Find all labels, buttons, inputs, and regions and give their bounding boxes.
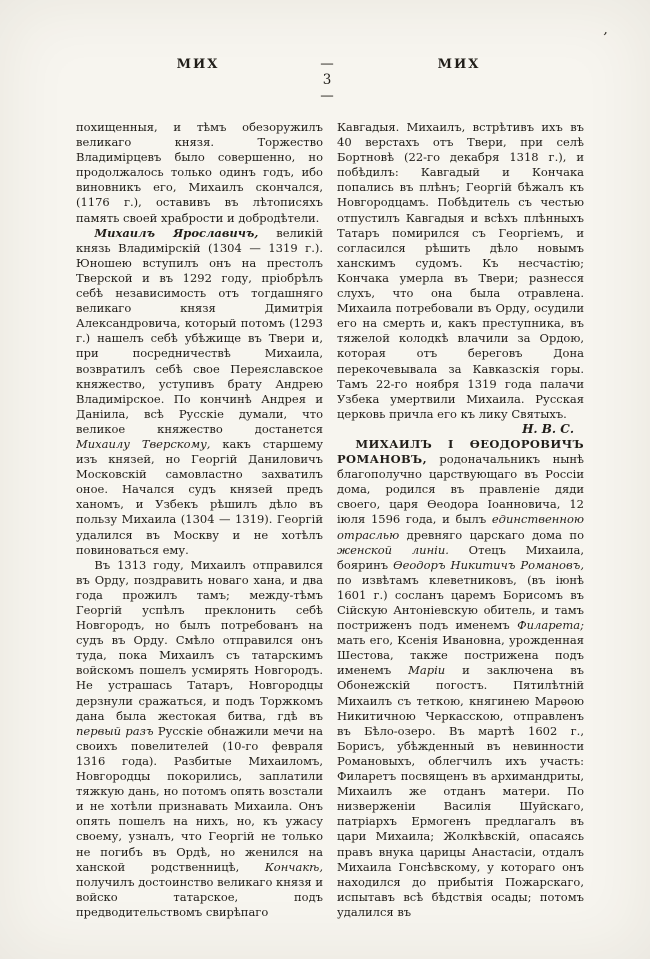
- author-signature: [337, 422, 584, 437]
- text-segment: Русскіе обнажили мечи на своихъ повелителей (10-го февраля 1316 года). Разбитые Михаиломъ, Новгородцы покорились, заплатили тяжкую дань, но потомъ опять возстали и не хотѣли признавать Михаила. Онъ опять пошелъ на нихъ, но, къ ужасу своему, узналъ, что Георгій не только не погибъ въ Ордѣ, но женился на ханской родственницѣ,: [76, 723, 323, 874]
- article-mikhail-yaroslavich: [76, 226, 323, 558]
- text-segment: Михаилъ Ярославичъ,: [94, 225, 259, 240]
- running-head-left: МИХ: [176, 57, 220, 72]
- text-segment: единственною отраслью: [337, 512, 584, 542]
- text-segment: Кончакѣ,: [264, 859, 323, 874]
- text-segment: Ѳеодоръ Никитичъ Романовъ,: [393, 557, 584, 572]
- running-head-right: МИХ: [437, 57, 481, 72]
- scan-artifact-mark: ’: [599, 29, 608, 47]
- text-segment: Михаилу Тверскому,: [76, 436, 211, 451]
- text-segment: МИХАИЛЪ I ѲЕОДОРОВИЧЪ РОМАНОВЪ,: [337, 436, 584, 467]
- text-segment: и заключена въ Обонежскій погостъ. Пятилѣтній Михаилъ съ теткою, княгинею Марѳою Никитичною Черкасскою, отправленъ въ Бѣло-озеро. Въ мартѣ 1602 г., Борисъ, убѣжденный въ невинности Романовыхъ, облегчилъ ихъ участь: Филаретъ посвященъ въ архимандриты, Михаилъ же отданъ матери. По низверженіи Василія Шуйскаго, патріархъ Ермогенъ предлагалъ въ цари Михаила; Жолкѣвскій, опасаясь правъ внука царицы Анастасіи, отдалъ Михаила Гонсѣвскому, у котораго онъ находился до прибытія Пожарскаго, испытавъ всѣ бѣдствія осады; потомъ удалился въ: [337, 663, 584, 919]
- text-segment: родоначальникъ нынѣ благополучно царствующаго въ Россіи дома, родился въ правленіе дяди своего, царя Ѳеодора Іоанновича, 12 іюля 1596 года, и былъ: [337, 452, 584, 527]
- left-column: [76, 120, 323, 959]
- text-segment: женской линіи.: [337, 542, 449, 557]
- right-column: [337, 120, 584, 959]
- text-segment: какъ старшему изъ князей, но Георгій Даниловичъ Московскій самовластно захватилъ оное. Начался судъ князей предъ ханомъ, и Узбекъ рѣшилъ дѣло въ пользу Михаила (1304 — 1319). Георгій удалился въ Москву и не хотѣлъ повиноваться ему.: [76, 436, 323, 557]
- text-segment: Маріи: [408, 663, 446, 678]
- running-header: [76, 56, 584, 104]
- text-segment: Филарета;: [517, 618, 584, 633]
- text-segment: великій князь Владимірскій (1304 — 1319 г.). Юношею вступилъ онъ на престолъ Тверской и въ 1292 году, пріобрѣлъ себѣ независимость отъ тогдашняго великаго князя Димитрія Александровича, который потомъ (1293 г.) нашелъ себѣ убѣжище въ Твери и, при посредничествѣ Михаила, возвратилъ себѣ свое Переяславское княжество, уступивъ брату Андрею Владимірское. По кончинѣ Андрея и Даніила, всѣ Русскіе думали, что великое княжество достанется: [76, 225, 323, 436]
- continuation-paragraph: [76, 120, 323, 226]
- text-segment: первый разъ: [76, 723, 154, 738]
- text-segment: получилъ достоинство великаго князя и войско татарское, подъ предводительствомъ свирѣпаго: [76, 874, 323, 919]
- text-segment: мать его, Ксенія Ивановна, урожденная Шестова, также пострижена подъ именемъ: [337, 633, 584, 678]
- text-segment: Въ 1313 году, Михаилъ отправился въ Орду, поздравить новаго хана, и два года прожилъ тамъ; между-тѣмъ Георгій успѣлъ преклонить себѣ Новгородъ, но былъ потребованъ на судъ въ Орду. Смѣло отправился онъ туда, пока Михаилъ съ татарскимъ войскомъ пошелъ усмирять Новгородъ. Не устрашась Татаръ, Новгородцы дерзнули сражаться, и подъ Торжкомъ дана была жестокая битва, гдѣ въ: [76, 557, 323, 723]
- text-segment: по извѣтамъ клеветниковъ, (въ іюнѣ 1601 г.) сосланъ царемъ Борисомъ въ Сійскую Антоніевскую обитель, и тамъ постриженъ подъ именемъ: [337, 572, 584, 633]
- text-segment: Кавгадыя. Михаилъ, встрѣтивъ ихъ въ 40 верстахъ отъ Твери, при селѣ Бортновѣ (22-го декабря 1318 г.), и побѣдилъ: Кавгадый и Кончака попались въ плѣнъ; Георгій бѣжалъ къ Новгородцамъ. Побѣдитель съ честью отпустилъ Кавгадыя и всѣхъ плѣнныхъ Татаръ помирился съ Георгіемъ, и согласился рѣшить дѣло новымъ ханскимъ судомъ. Къ несчастію; Кончака умерла въ Твери; разнесся слухъ, что она была отравлена. Михаила потребовали въ Орду, осудили его на смерть и, какъ преступника, въ тяжелой колодкѣ влачили за Ордою, которая отъ береговъ Дона перекочевывала за Кавказскія горы. Тамъ 22-го ноября 1319 года палачи Узбека умертвили Михаила. Русская церковь причла его къ лику Святыхъ.: [337, 120, 584, 421]
- article-mikhail-romanov: [337, 437, 584, 920]
- page-number: — 3 —: [320, 56, 334, 104]
- text-columns: [76, 120, 584, 959]
- text-segment: Н. В. С.: [522, 421, 574, 436]
- text-segment: Отецъ Михаила, бояринъ: [337, 542, 584, 572]
- continuation-paragraph: [337, 120, 584, 422]
- text-segment: древняго царскаго дома по: [399, 527, 584, 542]
- paragraph-year-1313: [76, 558, 323, 920]
- text-segment: похищенныя, и тѣмъ обезоружилъ великаго князя. Торжество Владимірцевъ было совершенно, но продолжалось только одинъ годъ, ибо виновникъ его, Михаилъ скончался, (1176 г.), оставивъ въ лѣтописяхъ память своей храбрости и добродѣтели.: [76, 120, 323, 225]
